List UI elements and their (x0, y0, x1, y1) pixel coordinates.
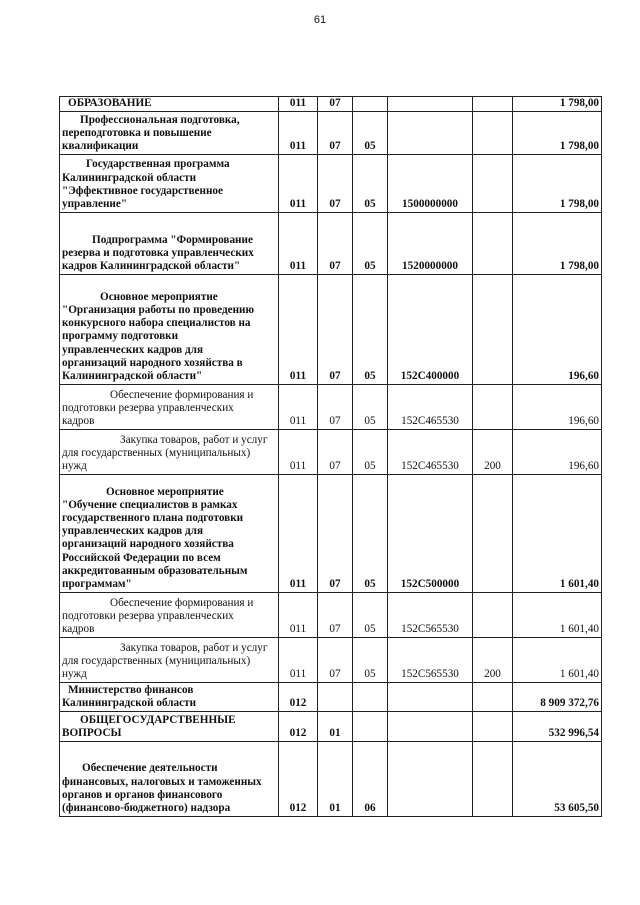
grbs-code: 011 (279, 112, 318, 155)
target-article-code: 152С500000 (388, 475, 473, 593)
page-number: 61 (313, 14, 327, 26)
section-code: 07 (318, 593, 353, 638)
row-name: Обеспечение формирования и подготовки резерва управленческих кадров (60, 385, 279, 430)
table-row (60, 112, 602, 155)
section-code (318, 683, 353, 712)
grbs-code: 011 (279, 430, 318, 475)
table-row (60, 475, 602, 593)
expense-type-code (473, 97, 513, 112)
section-code: 07 (318, 275, 353, 385)
grbs-code: 011 (279, 385, 318, 430)
grbs-code: 011 (279, 97, 318, 112)
amount: 1 798,00 (513, 97, 602, 112)
subsection-code: 06 (353, 742, 388, 817)
grbs-code: 011 (279, 155, 318, 213)
budget-table-body (60, 97, 602, 817)
section-code: 01 (318, 742, 353, 817)
target-article-code (388, 97, 473, 112)
expense-type-code (473, 683, 513, 712)
row-name: Основное мероприятие "Обучение специалистов в рамках государственного плана подготовки управленческих кадров для организаций народного хозяйства Российской Федерации по всем аккредитованным образовательным программам" (60, 475, 279, 593)
amount: 196,60 (513, 275, 602, 385)
row-name: Закупка товаров, работ и услуг для государственных (муниципальных) нужд (60, 430, 279, 475)
amount: 532 996,54 (513, 712, 602, 742)
amount: 196,60 (513, 430, 602, 475)
target-article-code: 152С400000 (388, 275, 473, 385)
expense-type-code (473, 155, 513, 213)
target-article-code: 152С565530 (388, 638, 473, 683)
expense-type-code (473, 742, 513, 817)
table-row (60, 97, 602, 112)
amount: 1 601,40 (513, 638, 602, 683)
row-name: Обеспечение формирования и подготовки резерва управленческих кадров (60, 593, 279, 638)
table-row (60, 385, 602, 430)
row-name: Профессиональная подготовка, переподготовка и повышение квалификации (60, 112, 279, 155)
section-code: 07 (318, 112, 353, 155)
subsection-code: 05 (353, 112, 388, 155)
row-name: Государственная программа Калининградской области "Эффективное государственное управление" (60, 155, 279, 213)
expense-type-code (473, 112, 513, 155)
section-code: 07 (318, 97, 353, 112)
amount: 1 601,40 (513, 593, 602, 638)
subsection-code: 05 (353, 155, 388, 213)
table-row (60, 155, 602, 213)
grbs-code: 012 (279, 683, 318, 712)
expense-type-code: 200 (473, 638, 513, 683)
row-name: ОБЩЕГОСУДАРСТВЕННЫЕ ВОПРОСЫ (60, 712, 279, 742)
section-code: 07 (318, 638, 353, 683)
amount: 1 798,00 (513, 213, 602, 275)
table-row (60, 742, 602, 817)
target-article-code (388, 683, 473, 712)
amount: 1 798,00 (513, 155, 602, 213)
row-name: Министерство финансов Калининградской области (60, 683, 279, 712)
grbs-code: 012 (279, 742, 318, 817)
grbs-code: 011 (279, 475, 318, 593)
table-row (60, 638, 602, 683)
amount: 8 909 372,76 (513, 683, 602, 712)
table-row (60, 683, 602, 712)
target-article-code (388, 112, 473, 155)
amount: 1 798,00 (513, 112, 602, 155)
target-article-code: 152С465530 (388, 385, 473, 430)
target-article-code (388, 712, 473, 742)
subsection-code: 05 (353, 213, 388, 275)
expense-type-code (473, 385, 513, 430)
grbs-code: 011 (279, 638, 318, 683)
target-article-code: 1520000000 (388, 213, 473, 275)
table-row (60, 430, 602, 475)
table-row (60, 712, 602, 742)
expense-type-code (473, 475, 513, 593)
grbs-code: 011 (279, 213, 318, 275)
target-article-code (388, 742, 473, 817)
target-article-code: 152С465530 (388, 430, 473, 475)
subsection-code: 05 (353, 430, 388, 475)
section-code: 01 (318, 712, 353, 742)
subsection-code: 05 (353, 593, 388, 638)
target-article-code: 1500000000 (388, 155, 473, 213)
row-name: ОБРАЗОВАНИЕ (60, 97, 279, 112)
subsection-code: 05 (353, 275, 388, 385)
target-article-code: 152С565530 (388, 593, 473, 638)
row-name: Подпрограмма "Формирование резерва и подготовка управленческих кадров Калининградской области" (60, 213, 279, 275)
subsection-code (353, 712, 388, 742)
expense-type-code (473, 213, 513, 275)
section-code: 07 (318, 385, 353, 430)
table-row (60, 593, 602, 638)
subsection-code (353, 683, 388, 712)
expense-type-code (473, 712, 513, 742)
amount: 53 605,50 (513, 742, 602, 817)
row-name: Основное мероприятие "Организация работы по проведению конкурсного набора специалистов на программу подготовки управленческих кадров для организаций народного хозяйства в Калининградской области" (60, 275, 279, 385)
grbs-code: 012 (279, 712, 318, 742)
section-code: 07 (318, 155, 353, 213)
row-name: Закупка товаров, работ и услуг для государственных (муниципальных) нужд (60, 638, 279, 683)
budget-table (59, 96, 602, 817)
amount: 196,60 (513, 385, 602, 430)
expense-type-code (473, 275, 513, 385)
table-row (60, 213, 602, 275)
grbs-code: 011 (279, 593, 318, 638)
expense-type-code: 200 (473, 430, 513, 475)
table-row (60, 275, 602, 385)
subsection-code: 05 (353, 638, 388, 683)
section-code: 07 (318, 475, 353, 593)
amount: 1 601,40 (513, 475, 602, 593)
subsection-code: 05 (353, 385, 388, 430)
expense-type-code (473, 593, 513, 638)
subsection-code: 05 (353, 475, 388, 593)
section-code: 07 (318, 430, 353, 475)
grbs-code: 011 (279, 275, 318, 385)
row-name: Обеспечение деятельности финансовых, налоговых и таможенных органов и органов финансового (финансово-бюджетного) надзора (60, 742, 279, 817)
section-code: 07 (318, 213, 353, 275)
subsection-code (353, 97, 388, 112)
